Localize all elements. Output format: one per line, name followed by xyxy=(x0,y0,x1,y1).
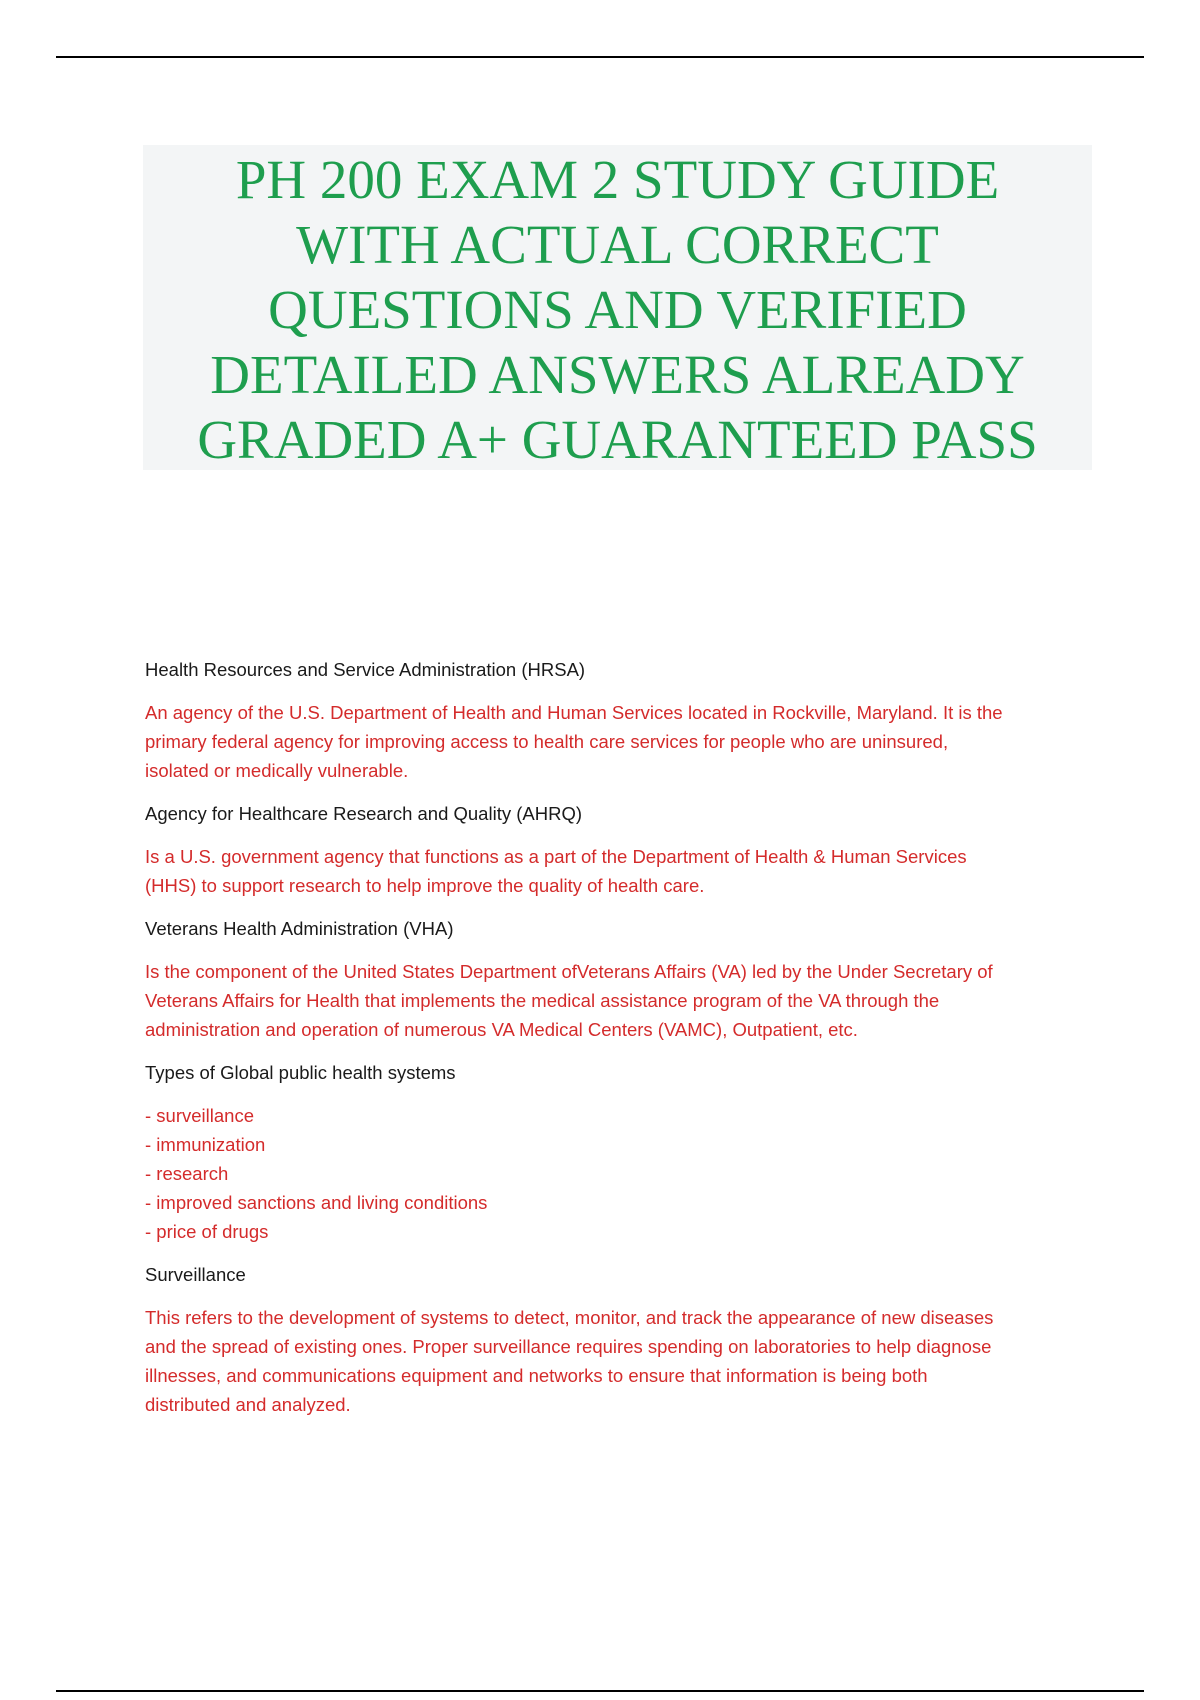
answer-line: and the spread of existing ones. Proper surveillance requires spending on laboratories to help diagnose xyxy=(145,1336,992,1357)
answer-surveillance xyxy=(145,1303,1095,1419)
answer-line: (HHS) to support research to help improve the quality of health care. xyxy=(145,875,705,896)
title-line: QUESTIONS AND VERIFIED xyxy=(268,279,967,340)
answer-line: Is a U.S. government agency that functions as a part of the Department of Health & Human Services xyxy=(145,846,967,867)
list-item: - surveillance xyxy=(145,1105,254,1126)
title-line: GRADED A+ GUARANTEED PASS xyxy=(197,409,1038,470)
answer-line: distributed and analyzed. xyxy=(145,1394,351,1415)
answer-ahrq xyxy=(145,842,1095,900)
list-item: - research xyxy=(145,1163,229,1184)
question-ahrq: Agency for Healthcare Research and Quality (AHRQ) xyxy=(145,803,582,824)
list-item: - price of drugs xyxy=(145,1221,269,1242)
answer-line: An agency of the U.S. Department of Health and Human Services located in Rockville, Maryland. It is the xyxy=(145,702,1003,723)
study-guide-content xyxy=(145,655,1095,1433)
document-title-banner xyxy=(143,145,1092,470)
title-line: DETAILED ANSWERS ALREADY xyxy=(210,344,1025,405)
answer-vha xyxy=(145,957,1095,1044)
list-item: - improved sanctions and living conditions xyxy=(145,1192,488,1213)
question-surveillance: Surveillance xyxy=(145,1264,246,1285)
list-item: - immunization xyxy=(145,1134,266,1155)
answer-line: isolated or medically vulnerable. xyxy=(145,760,409,781)
question-global-systems: Types of Global public health systems xyxy=(145,1062,456,1083)
title-line: PH 200 EXAM 2 STUDY GUIDE xyxy=(235,149,1000,210)
answer-global-systems-list xyxy=(145,1101,1095,1246)
answer-line: This refers to the development of systems to detect, monitor, and track the appearance of new diseases xyxy=(145,1307,994,1328)
bottom-rule xyxy=(56,1690,1144,1692)
answer-hrsa xyxy=(145,698,1095,785)
question-vha: Veterans Health Administration (VHA) xyxy=(145,918,454,939)
answer-line: primary federal agency for improving access to health care services for people who are uninsured, xyxy=(145,731,949,752)
top-rule xyxy=(56,56,1144,58)
answer-line: Veterans Affairs for Health that implements the medical assistance program of the VA through the xyxy=(145,990,940,1011)
answer-line: illnesses, and communications equipment and networks to ensure that information is being both xyxy=(145,1365,928,1386)
title-line: WITH ACTUAL CORRECT xyxy=(296,214,939,275)
question-hrsa: Health Resources and Service Administration (HRSA) xyxy=(145,659,586,680)
answer-line: administration and operation of numerous VA Medical Centers (VAMC), Outpatient, etc. xyxy=(145,1019,858,1040)
answer-line: Is the component of the United States Department ofVeterans Affairs (VA) led by the Under Secretary of xyxy=(145,961,993,982)
